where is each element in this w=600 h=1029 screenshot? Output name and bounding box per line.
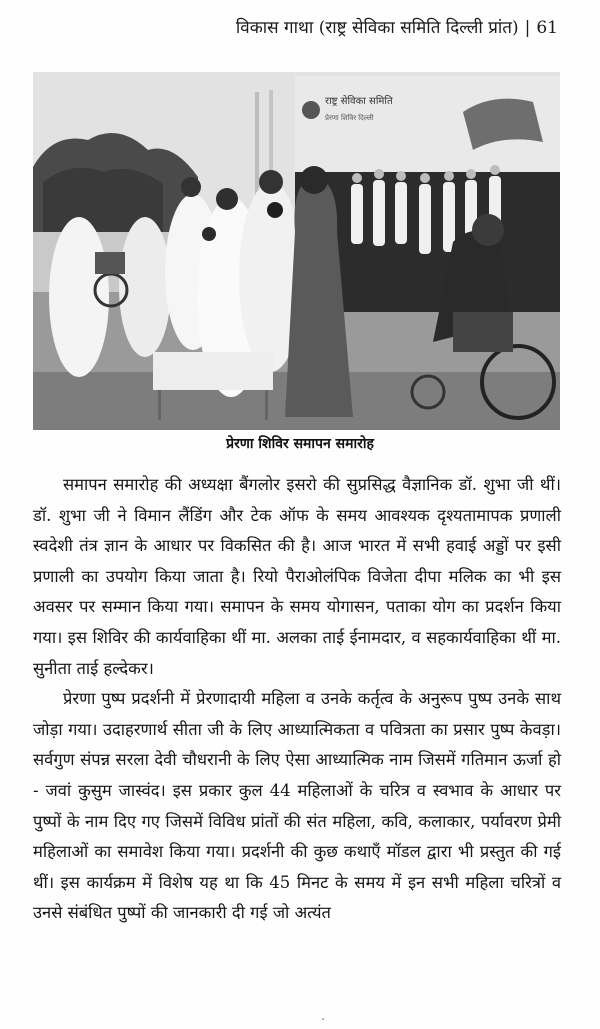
running-header	[40, 16, 558, 40]
event-photo	[33, 72, 560, 430]
page-number: 61	[536, 18, 558, 38]
event-photo-drawing	[33, 72, 560, 430]
header-separator: |	[524, 18, 531, 38]
paragraph: प्रेरणा पुष्प प्रदर्शनी में प्रेरणादायी महिला व उनके कर्तृत्व के अनुरूप पुष्प उनके साथ जोड़ा गया। उदाहरणार्थ सीता जी के लिए आध्यात्मिकता व पवित्रता का प्रसार पुष्प केवड़ा। सर्वगुण संपन्न सरला देवी चौधरानी के लिए ऐसा आध्यात्मिक नाम जिसमें गतिमान ऊर्जा हो - जवां कुसुम जास्वंद। इस प्रकार कुल 44 महिलाओं के चरित्र व स्वभाव के आधार पर पुष्पों के नाम दिए गए जिसमें विविध प्रांतों की संत महिला, कवि, कलाकार, पर्यावरण प्रेमी महिलाओं का समावेश किया गया। प्रदर्शनी की कुछ कथाएँ मॉडल द्वारा भी प्रस्तुत की गई थीं। इस कार्यक्रम में विशेष यह था कि 45 मिनट के समय में इन सभी महिला चरित्रों व उनसे संबंधित पुष्पों की जानकारी दी गई जो अत्यंत	[33, 689, 561, 923]
paragraph: समापन समारोह की अध्यक्षा बैंगलोर इसरो की सुप्रसिद्ध वैज्ञानिक डॉ. शुभा जी थीं। डॉ. शुभा जी ने विमान लैंडिंग और टेक ऑफ के समय आवश्यक दृश्यतामापक प्रणाली स्वदेशी तंत्र ज्ञान के आधार पर विकसित की है। आज भारत में सभी हवाई अड्डों पर इसी प्रणाली का उपयोग किया जाता है। रियो पैराओलंपिक विजेता दीपा मलिक का भी इस अवसर पर सम्मान किया गया। समापन के समय योगासन, पताका योग का प्रदर्शन किया गया। इस शिविर की कार्यवाहिका थीं मा. अलका ताई ईनामदार, व सहकार्यवाहिका थीं मा. सुनीता ताई हल्देकर।	[33, 475, 561, 678]
body-text	[33, 470, 561, 929]
page-speck	[322, 1018, 324, 1020]
book-title: विकास गाथा (राष्ट्र सेविका समिति दिल्ली प्रांत)	[235, 18, 519, 38]
table	[153, 352, 273, 390]
banner-text: राष्ट्र सेविका समिति	[325, 96, 393, 107]
banner-subtext: प्रेरणा शिविर दिल्ली	[325, 114, 374, 122]
photo-caption: प्रेरणा शिविर समापन समारोह	[226, 436, 374, 452]
